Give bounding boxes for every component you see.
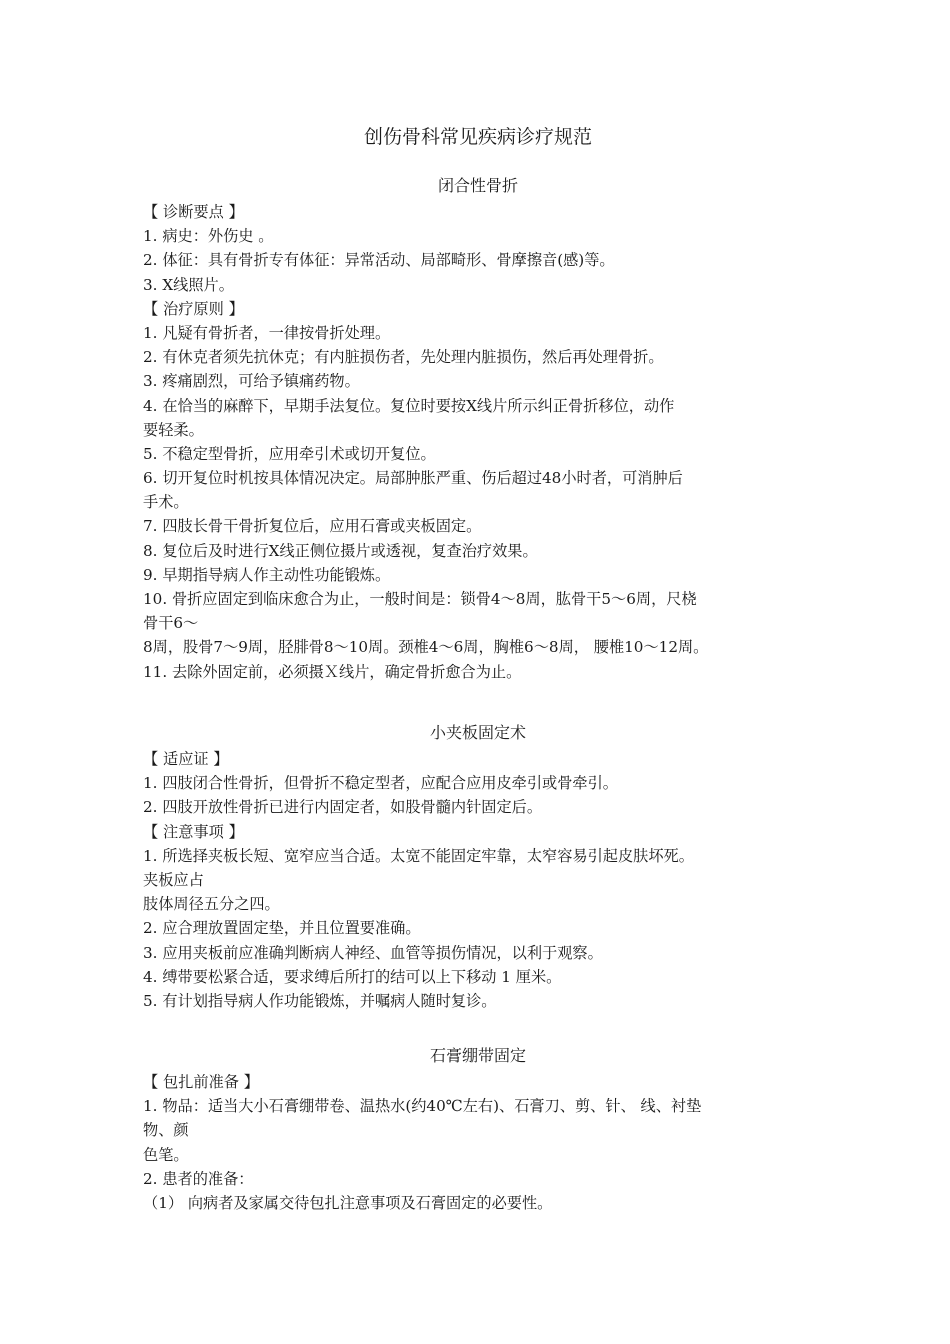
text-line: 要轻柔。 [143, 420, 204, 439]
text-line: 【 注意事项 】 [143, 822, 244, 841]
text-line: 物、颜 [143, 1121, 189, 1140]
text-line: 1. 病史：外伤史 。 [143, 227, 274, 246]
text-line: 5. 不稳定型骨折，应用牵引术或切开复位。 [143, 444, 436, 463]
text-line: 6. 切开复位时机按具体情况决定。局部肿胀严重、伤后超过48小时者，可消肿后 [143, 469, 683, 488]
text-line: 【 治疗原则 】 [143, 299, 244, 318]
text-line: 【 诊断要点 】 [143, 203, 244, 221]
text-line: 【 包扎前准备 】 [143, 1073, 259, 1091]
text-line: 色笔。 [143, 1145, 189, 1164]
text-line: 5. 有计划指导病人作功能锻炼，并嘱病人随时复诊。 [143, 991, 497, 1010]
text-line: 4. 缚带要松紧合适，要求缚后所打的结可以上下移动 1 厘米。 [143, 967, 562, 986]
section-title-closed-fracture: 闭合性骨折 [437, 176, 518, 195]
section-title-small-splint: 小夹板固定术 [429, 723, 526, 742]
text-line: 8. 复位后及时进行X线正侧位摄片或透视，复查治疗效果。 [143, 541, 538, 560]
text-line: 9. 早期指导病人作主动性功能锻炼。 [143, 565, 391, 584]
text-line: 3. 疼痛剧烈，可给予镇痛药物。 [143, 372, 360, 391]
text-line: 手术。 [143, 493, 189, 512]
text-line: 4. 在恰当的麻醉下，早期手法复位。复位时要按X线片所示纠正骨折移位，动作 [143, 396, 675, 415]
text-line: 11. 去除外固定前，必须摄Ｘ线片，确定骨折愈合为止。 [143, 662, 522, 681]
document-title: 创伤骨科常见疾病诊疗规范 [363, 126, 592, 148]
text-line: 3. X线照片。 [143, 275, 234, 294]
text-line: 1. 四肢闭合性骨折，但骨折不稳定型者，应配合应用皮牵引或骨牵引。 [143, 774, 618, 793]
text-line: 骨干6～ [143, 614, 199, 633]
text-line: 肢体周径五分之四。 [143, 895, 280, 914]
text-line: 2. 应合理放置固定垫，并且位置要准确。 [143, 919, 421, 938]
text-line: 7. 四肢长骨干骨折复位后，应用石膏或夹板固定。 [143, 517, 482, 536]
section-body-small-splint [143, 747, 813, 1013]
text-line: 夹板应占 [143, 870, 204, 889]
text-line: 2. 体征：具有骨折专有体征：异常活动、局部畸形、骨摩擦音(感)等。 [143, 251, 615, 270]
text-line: 1. 凡疑有骨折者，一律按骨折处理。 [143, 323, 391, 342]
text-line: 【 适应证 】 [143, 750, 229, 768]
text-line: （1） 向病者及家属交待包扎注意事项及石膏固定的必要性。 [143, 1193, 553, 1212]
section-title-plaster-bandage: 石膏绷带固定 [429, 1046, 526, 1065]
text-line: 3. 应用夹板前应准确判断病人神经、血管等损伤情况，以利于观察。 [143, 943, 603, 962]
text-line: 2. 四肢开放性骨折已进行内固定者，如股骨髓内针固定后。 [143, 798, 543, 817]
text-line: 1. 所选择夹板长短、宽窄应当合适。太宽不能固定牢靠，太窄容易引起皮肤坏死。 [143, 846, 694, 865]
text-line: 2. 有休克者须先抗休克；有内脏损伤者，先处理内脏损伤，然后再处理骨折。 [143, 348, 664, 367]
text-line: 10. 骨折应固定到临床愈合为止，一般时间是：锁骨4～8周，肱骨干5～6周，尺桡 [143, 590, 697, 608]
text-line: 1. 物品：适当大小石膏绷带卷、温热水(约40℃左右)、石膏刀、剪、针、 线、衬垫 [143, 1097, 702, 1116]
section-body-plaster-bandage [143, 1070, 813, 1215]
text-line: 2. 患者的准备： [143, 1169, 254, 1188]
section-body-closed-fracture [143, 200, 813, 684]
text-line: 8周，股骨7～9周，胫腓骨8～10周。颈椎4～6周，胸椎6～8周， 腰椎10～12周。 [143, 638, 709, 657]
